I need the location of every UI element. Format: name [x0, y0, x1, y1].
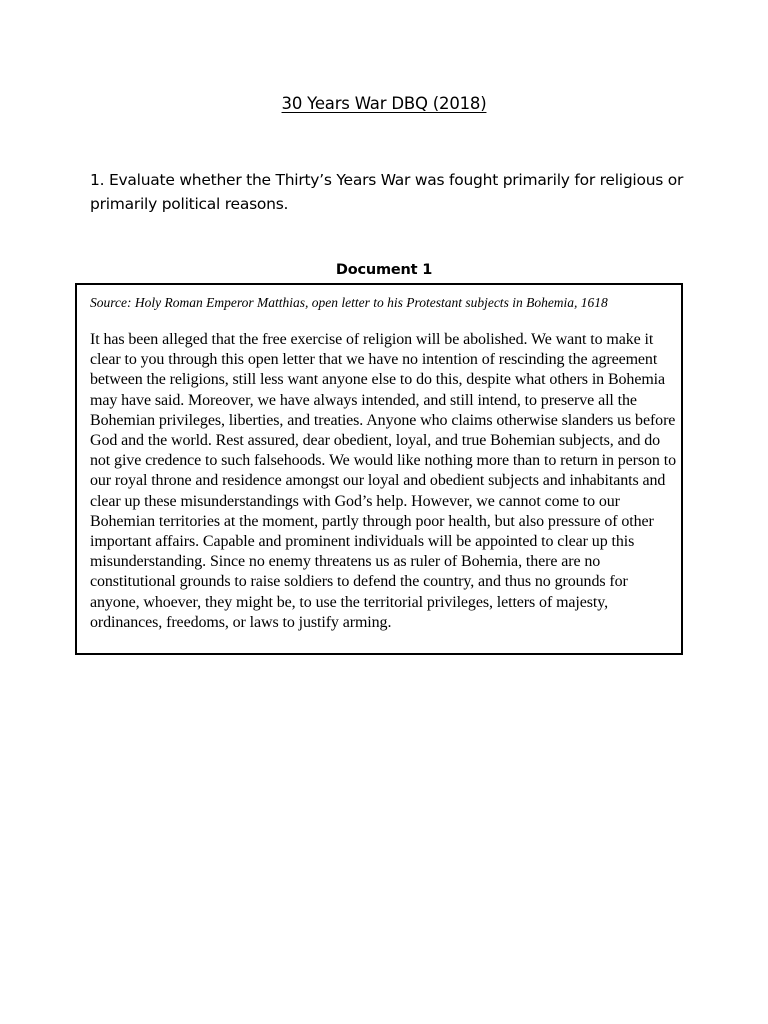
- document-box: [75, 283, 683, 655]
- document-body: It has been alleged that the free exercise of religion will be abolished. We want to make it clear to you through this open letter that we have no intention of rescinding the agreement between the religions, still less want anyone else to do this, despite what others in Bohemia may have said. Moreover, we have always intended, and still intend, to preserve all the Bohemian privileges, liberties, and treaties. Anyone who claims otherwise slanders us before God and the world. Rest assured, dear obedient, loyal, and true Bohemian subjects, and do not give credence to such falsehoods. We would like nothing more than to return in person to our royal throne and residence amongst our loyal and obedient subjects and inhabitants and clear up these misunderstandings with God’s help. However, we cannot come to our Bohemian territories at the moment, partly through poor health, but also pressure of other important affairs. Capable and prominent individuals will be appointed to clear up this misunderstanding. Since no enemy threatens us as ruler of Bohemia, there are no constitutional grounds to raise soldiers to defend the country, and thus no grounds for anyone, whoever, they might be, to use the territorial privileges, letters of majesty, ordinances, freedoms, or laws to justify arming.: [90, 331, 676, 631]
- question-text: 1. Evaluate whether the Thirty’s Years War was fought primarily for religious or primarily political reasons.: [90, 171, 684, 213]
- document-heading: Document 1: [335, 262, 433, 278]
- document-source: Source: Holy Roman Emperor Matthias, open letter to his Protestant subjects in Bohemia, 1618: [90, 295, 608, 310]
- page-title: 30 Years War DBQ (2018): [281, 94, 487, 113]
